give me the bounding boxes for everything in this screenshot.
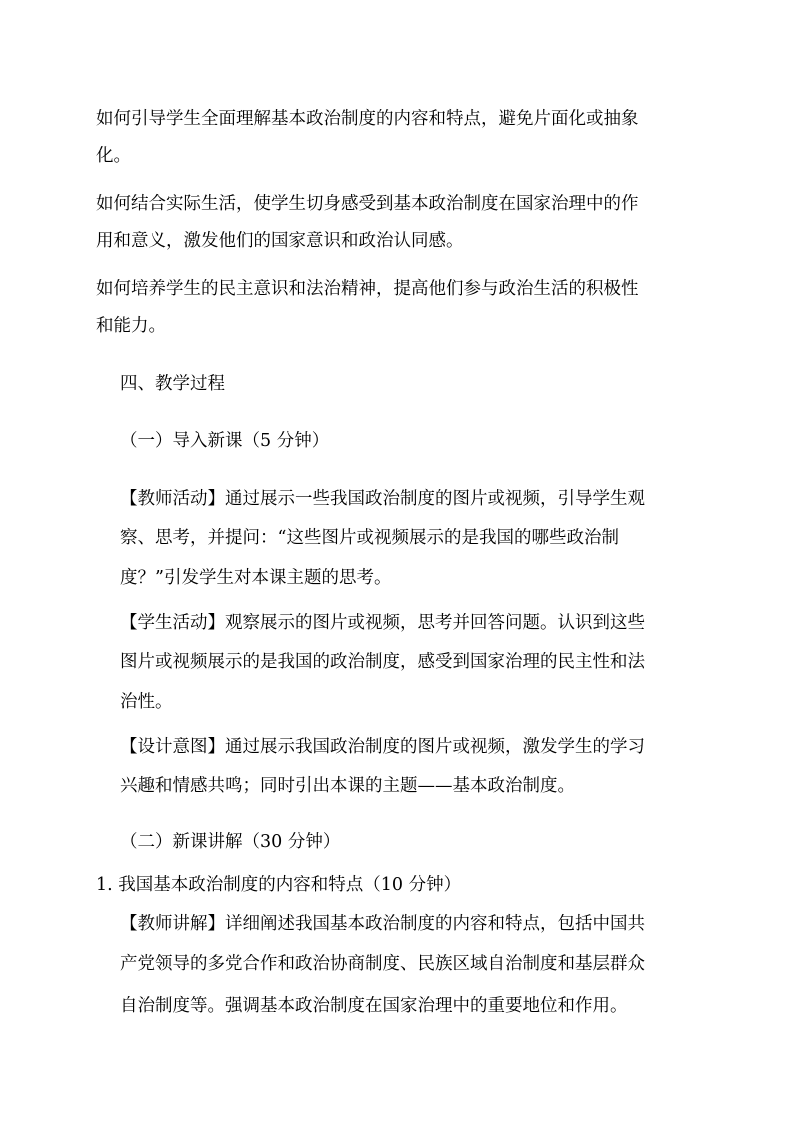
student-activity-line-3: 治性。 xyxy=(120,692,173,712)
difficulty-2-line-2: 用和意义，激发他们的国家意识和政治认同感。 xyxy=(96,231,464,251)
student-activity-line-1: 【学生活动】观察展示的图片或视频，思考并回答问题。认识到这些 xyxy=(120,613,645,633)
design-intent-line-2: 兴趣和情感共鸣；同时引出本课的主题——基本政治制度。 xyxy=(120,776,575,796)
teacher-lecture-line-1: 【教师讲解】详细阐述我国基本政治制度的内容和特点，包括中国共 xyxy=(120,914,645,934)
teacher-activity-line-3: 度？”引发学生对本课主题的思考。 xyxy=(120,568,392,588)
section-4-title: 四、教学过程 xyxy=(120,374,225,394)
difficulty-1-line-1: 如何引导学生全面理解基本政治制度的内容和特点，避免片面化或抽象 xyxy=(96,109,639,129)
teacher-lecture-line-3: 自治制度等。强调基本政治制度在国家治理中的重要地位和作用。 xyxy=(120,996,628,1016)
design-intent-line-1: 【设计意图】通过展示我国政治制度的图片或视频，激发学生的学习 xyxy=(120,737,645,757)
teacher-lecture-line-2: 产党领导的多党合作和政治协商制度、民族区域自治制度和基层群众 xyxy=(120,954,645,974)
part-1-title: （一）导入新课（5 分钟） xyxy=(120,431,330,451)
difficulty-3-line-1: 如何培养学生的民主意识和法治精神，提高他们参与政治生活的积极性 xyxy=(96,279,639,299)
difficulty-1-line-2: 化。 xyxy=(96,146,131,166)
teacher-activity-line-1: 【教师活动】通过展示一些我国政治制度的图片或视频，引导学生观 xyxy=(120,489,645,509)
part-2-title: （二）新课讲解（30 分钟） xyxy=(120,832,341,852)
difficulty-3-line-2: 和能力。 xyxy=(96,316,166,336)
teacher-activity-line-2: 察、思考，并提问：“这些图片或视频展示的是我国的哪些政治制 xyxy=(120,528,619,548)
student-activity-line-2: 图片或视频展示的是我国的政治制度，感受到国家治理的民主性和法 xyxy=(120,652,645,672)
item-1-title: 1. 我国基本政治制度的内容和特点（10 分钟） xyxy=(96,875,462,895)
difficulty-2-line-1: 如何结合实际生活，使学生切身感受到基本政治制度在国家治理中的作 xyxy=(96,194,639,214)
